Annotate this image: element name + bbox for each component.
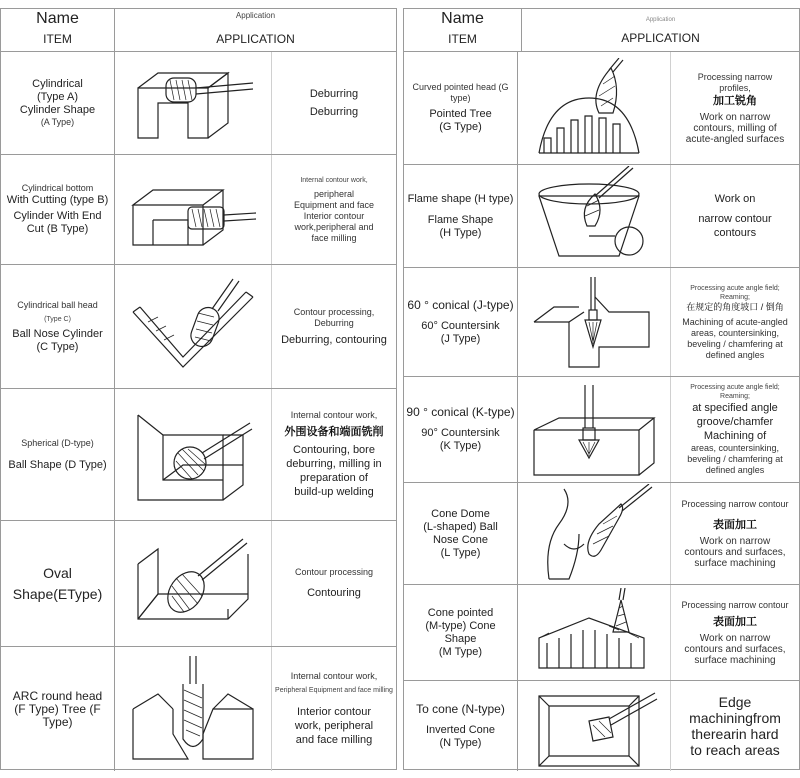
table-row <box>1 521 396 647</box>
application-line: Peripheral Equipment and face milling <box>275 687 393 694</box>
application-line: peripheral <box>313 188 355 199</box>
application-line: areas, countersinking, <box>690 443 780 453</box>
item-application-cell <box>272 155 396 264</box>
application-line: defined angles <box>705 465 765 475</box>
header-application-cell <box>522 9 799 52</box>
table-row <box>1 647 396 771</box>
item-illustration-cell <box>115 389 272 520</box>
item-name-cell <box>404 483 518 584</box>
item-application-cell <box>671 52 799 164</box>
item-name-line: Flame shape (H type) <box>407 192 514 205</box>
table-row <box>404 681 799 771</box>
application-line: Contouring <box>307 587 361 599</box>
application-line: Processing acute angle field; <box>690 284 780 292</box>
application-line: preparation of <box>300 472 368 484</box>
table-row <box>404 52 799 165</box>
item-name-line: 90 ° conical (K-type) <box>406 405 515 419</box>
item-name-cell <box>404 52 518 164</box>
application-line: at specified angle <box>692 402 778 414</box>
item-name-line: (L-shaped) Ball <box>423 520 498 533</box>
item-illustration-cell <box>518 52 671 164</box>
item-name-line: With Cutting (type B) <box>6 194 109 206</box>
item-name-line: type) <box>450 93 471 103</box>
application-line: face milling <box>311 232 357 243</box>
application-line: beveling / chamfering at <box>687 338 783 349</box>
item-name-line: (G Type) <box>439 121 482 133</box>
application-line: acute-angled surfaces <box>685 133 785 145</box>
application-line: surface machining <box>694 654 776 666</box>
ball-nose-cone-icon <box>529 484 659 584</box>
application-line: and face milling <box>295 734 373 746</box>
application-line: 表面加工 <box>713 615 757 628</box>
item-name-line: (M Type) <box>438 645 483 658</box>
table-row <box>404 585 799 681</box>
ball-nose-burr-icon <box>128 277 258 377</box>
item-name-line: (A Type) <box>40 117 75 127</box>
header-application-small: Application <box>645 17 676 23</box>
item-name-line: (C Type) <box>36 340 79 353</box>
item-illustration-cell <box>518 268 671 376</box>
application-line: Deburring, contouring <box>281 333 387 346</box>
header-item-label: ITEM <box>448 32 477 46</box>
application-line: Processing narrow <box>697 71 773 82</box>
item-application-cell <box>272 265 396 388</box>
right-table <box>403 8 800 770</box>
item-application-cell <box>272 647 396 771</box>
item-illustration-cell <box>115 155 272 264</box>
application-line: Internal contour work, <box>300 176 368 184</box>
item-name-cell <box>404 165 518 267</box>
item-name-line: Shape(EType) <box>12 585 103 602</box>
pointed-tree-burr-icon <box>529 58 659 158</box>
header-name-label: Name <box>36 10 79 27</box>
application-line: Machining of <box>703 430 767 442</box>
countersink-90-icon <box>529 380 659 480</box>
cone-burr-icon <box>529 588 659 678</box>
application-line: deburring, milling in <box>286 458 382 470</box>
item-name-line: Ball Nose Cylinder <box>12 327 103 340</box>
item-name-line: 60 ° conical (J-type) <box>407 297 514 312</box>
header-item-label: ITEM <box>43 32 72 46</box>
item-illustration-cell <box>518 377 671 482</box>
application-line: Processing acute angle field; <box>690 384 780 391</box>
application-line: Work on <box>714 193 756 205</box>
item-application-cell <box>272 521 396 646</box>
item-application-cell <box>671 681 799 771</box>
item-name-line: (H Type) <box>439 226 482 239</box>
item-illustration-cell <box>518 681 671 771</box>
item-name-line: Cylinder With End <box>13 210 102 222</box>
application-line: areas, countersinking, <box>690 327 780 338</box>
application-line: Deburring <box>309 88 359 100</box>
application-line: 加工锐角 <box>713 94 757 107</box>
header-name-label: Name <box>441 10 484 27</box>
item-illustration-cell <box>518 483 671 584</box>
application-line: narrow contour <box>698 213 772 225</box>
application-line: beveling / chamfering at <box>687 454 783 464</box>
table-row <box>404 483 799 585</box>
item-name-line: Cylindrical bottom <box>21 183 94 193</box>
application-line: Work on narrow <box>699 632 771 644</box>
item-application-cell <box>272 389 396 520</box>
application-line: Work on narrow <box>699 535 771 547</box>
item-name-cell <box>1 52 115 154</box>
item-name-line: (L Type) <box>440 546 481 559</box>
item-name-cell <box>404 585 518 680</box>
inverted-cone-icon <box>529 681 659 771</box>
application-line: Deburring <box>309 106 359 118</box>
application-line: 表面加工 <box>713 518 757 531</box>
countersink-60-icon <box>529 272 659 372</box>
item-name-line: (Type C) <box>44 315 71 323</box>
end-cut-burr-icon <box>128 165 258 255</box>
application-line: Equipment and face <box>293 199 375 210</box>
application-line: contours and surfaces, <box>684 643 786 655</box>
header-application-cell <box>115 9 396 52</box>
application-line: Contour processing, <box>293 306 375 317</box>
application-line: Deburring <box>314 317 354 328</box>
header-application-small: Application <box>235 11 276 20</box>
table-row <box>404 268 799 377</box>
application-line: groove/chamfer <box>696 416 774 428</box>
item-name-line: (J Type) <box>440 332 481 345</box>
ball-burr-icon <box>128 405 258 505</box>
table-header <box>404 9 799 52</box>
application-line: contours, milling of <box>693 122 777 134</box>
item-name-cell <box>1 265 115 388</box>
table-row <box>1 52 396 155</box>
application-line: Processing narrow contour <box>681 599 789 610</box>
table-row <box>404 165 799 268</box>
item-application-cell <box>671 268 799 376</box>
application-line: defined angles <box>705 349 765 360</box>
item-name-line: 60° Countersink <box>421 319 500 332</box>
application-line: 在规定的角度坡口 / 倒角 <box>686 301 784 312</box>
item-name-line: Shape <box>444 632 477 645</box>
header-application-label: APPLICATION <box>621 31 700 45</box>
item-name-line: Cylinder Shape <box>19 104 96 116</box>
item-name-line: (M-type) Cone <box>425 619 496 632</box>
application-line: surface machining <box>694 557 776 569</box>
item-illustration-cell <box>115 52 272 154</box>
item-name-line: Curved pointed head (G <box>412 82 509 92</box>
item-name-line: 90° Countersink <box>421 427 500 439</box>
application-line: 外围设备和端面铣削 <box>284 426 384 438</box>
item-name-cell <box>404 377 518 482</box>
header-application-label: APPLICATION <box>216 32 295 46</box>
flame-burr-icon <box>529 166 659 266</box>
application-line: Internal contour work, <box>290 410 378 420</box>
item-illustration-cell <box>115 521 272 646</box>
item-name-line: Oval <box>43 564 72 581</box>
item-name-line: To cone (N-type) <box>416 701 505 716</box>
item-name-line: Cone Dome <box>431 507 490 520</box>
application-line: Edge <box>718 694 752 710</box>
item-name-line: (N Type) <box>439 736 482 749</box>
item-name-line: ARC round head <box>12 688 103 703</box>
application-line: Processing narrow contour <box>681 498 789 509</box>
item-name-line: Spherical (D-type) <box>21 437 94 448</box>
item-name-line: (Type A) <box>37 91 78 103</box>
item-name-cell <box>1 521 115 646</box>
application-line: Reaming; <box>720 393 750 400</box>
item-name-line: Cylindrical ball head <box>17 299 98 310</box>
item-name-cell <box>404 681 518 771</box>
item-application-cell <box>671 483 799 584</box>
table-row <box>404 377 799 483</box>
item-illustration-cell <box>115 647 272 771</box>
application-line: profiles, <box>719 82 751 93</box>
header-item-cell <box>1 9 115 52</box>
application-line: contours and surfaces, <box>684 546 786 558</box>
cylinder-burr-icon <box>128 58 258 148</box>
application-line: work, peripheral <box>294 720 374 732</box>
item-name-line: Type) <box>42 714 73 729</box>
header-item-cell <box>404 9 522 52</box>
application-line: contours <box>713 227 757 239</box>
item-illustration-cell <box>115 265 272 388</box>
table-row <box>1 389 396 521</box>
application-line: machiningfrom <box>689 710 781 726</box>
item-application-cell <box>671 165 799 267</box>
item-name-line: Inverted Cone <box>425 723 496 736</box>
application-line: Internal contour work, <box>290 671 378 681</box>
item-name-cell <box>1 389 115 520</box>
item-name-line: Flame Shape <box>427 213 494 226</box>
application-line: work,peripheral and <box>294 221 374 232</box>
item-illustration-cell <box>518 165 671 267</box>
application-line: therearin hard <box>691 726 779 742</box>
item-name-line: (K Type) <box>439 440 482 452</box>
application-line: to reach areas <box>690 742 780 758</box>
application-line: Interior contour <box>297 706 371 718</box>
application-line: Machining of acute-angled <box>682 316 788 327</box>
item-name-line: (F Type) Tree (F <box>14 701 101 716</box>
item-illustration-cell <box>518 585 671 680</box>
item-name-cell <box>1 647 115 771</box>
item-name-cell <box>1 155 115 264</box>
item-name-line: Nose Cone <box>432 533 489 546</box>
oval-burr-icon <box>128 534 258 634</box>
item-name-cell <box>404 268 518 376</box>
table-row <box>1 155 396 265</box>
item-application-cell <box>671 585 799 680</box>
item-name-line: Cut (B Type) <box>26 223 89 235</box>
application-line: Reaming; <box>720 293 750 301</box>
item-name-line: Cone pointed <box>427 606 494 619</box>
application-line: Contouring, bore <box>293 444 375 456</box>
item-name-line: Pointed Tree <box>429 108 492 120</box>
table-header <box>1 9 396 52</box>
application-line: build-up welding <box>294 486 374 498</box>
application-line: Interior contour <box>303 210 365 221</box>
item-application-cell <box>272 52 396 154</box>
item-application-cell <box>671 377 799 482</box>
item-name-line: Ball Shape (D Type) <box>8 458 107 471</box>
table-row <box>1 265 396 389</box>
arc-tree-burr-icon <box>128 654 258 764</box>
application-line: Contour processing <box>294 567 374 577</box>
left-table <box>0 8 397 770</box>
item-name-line: Cylindrical <box>32 78 83 90</box>
application-line: Work on narrow <box>699 111 771 123</box>
